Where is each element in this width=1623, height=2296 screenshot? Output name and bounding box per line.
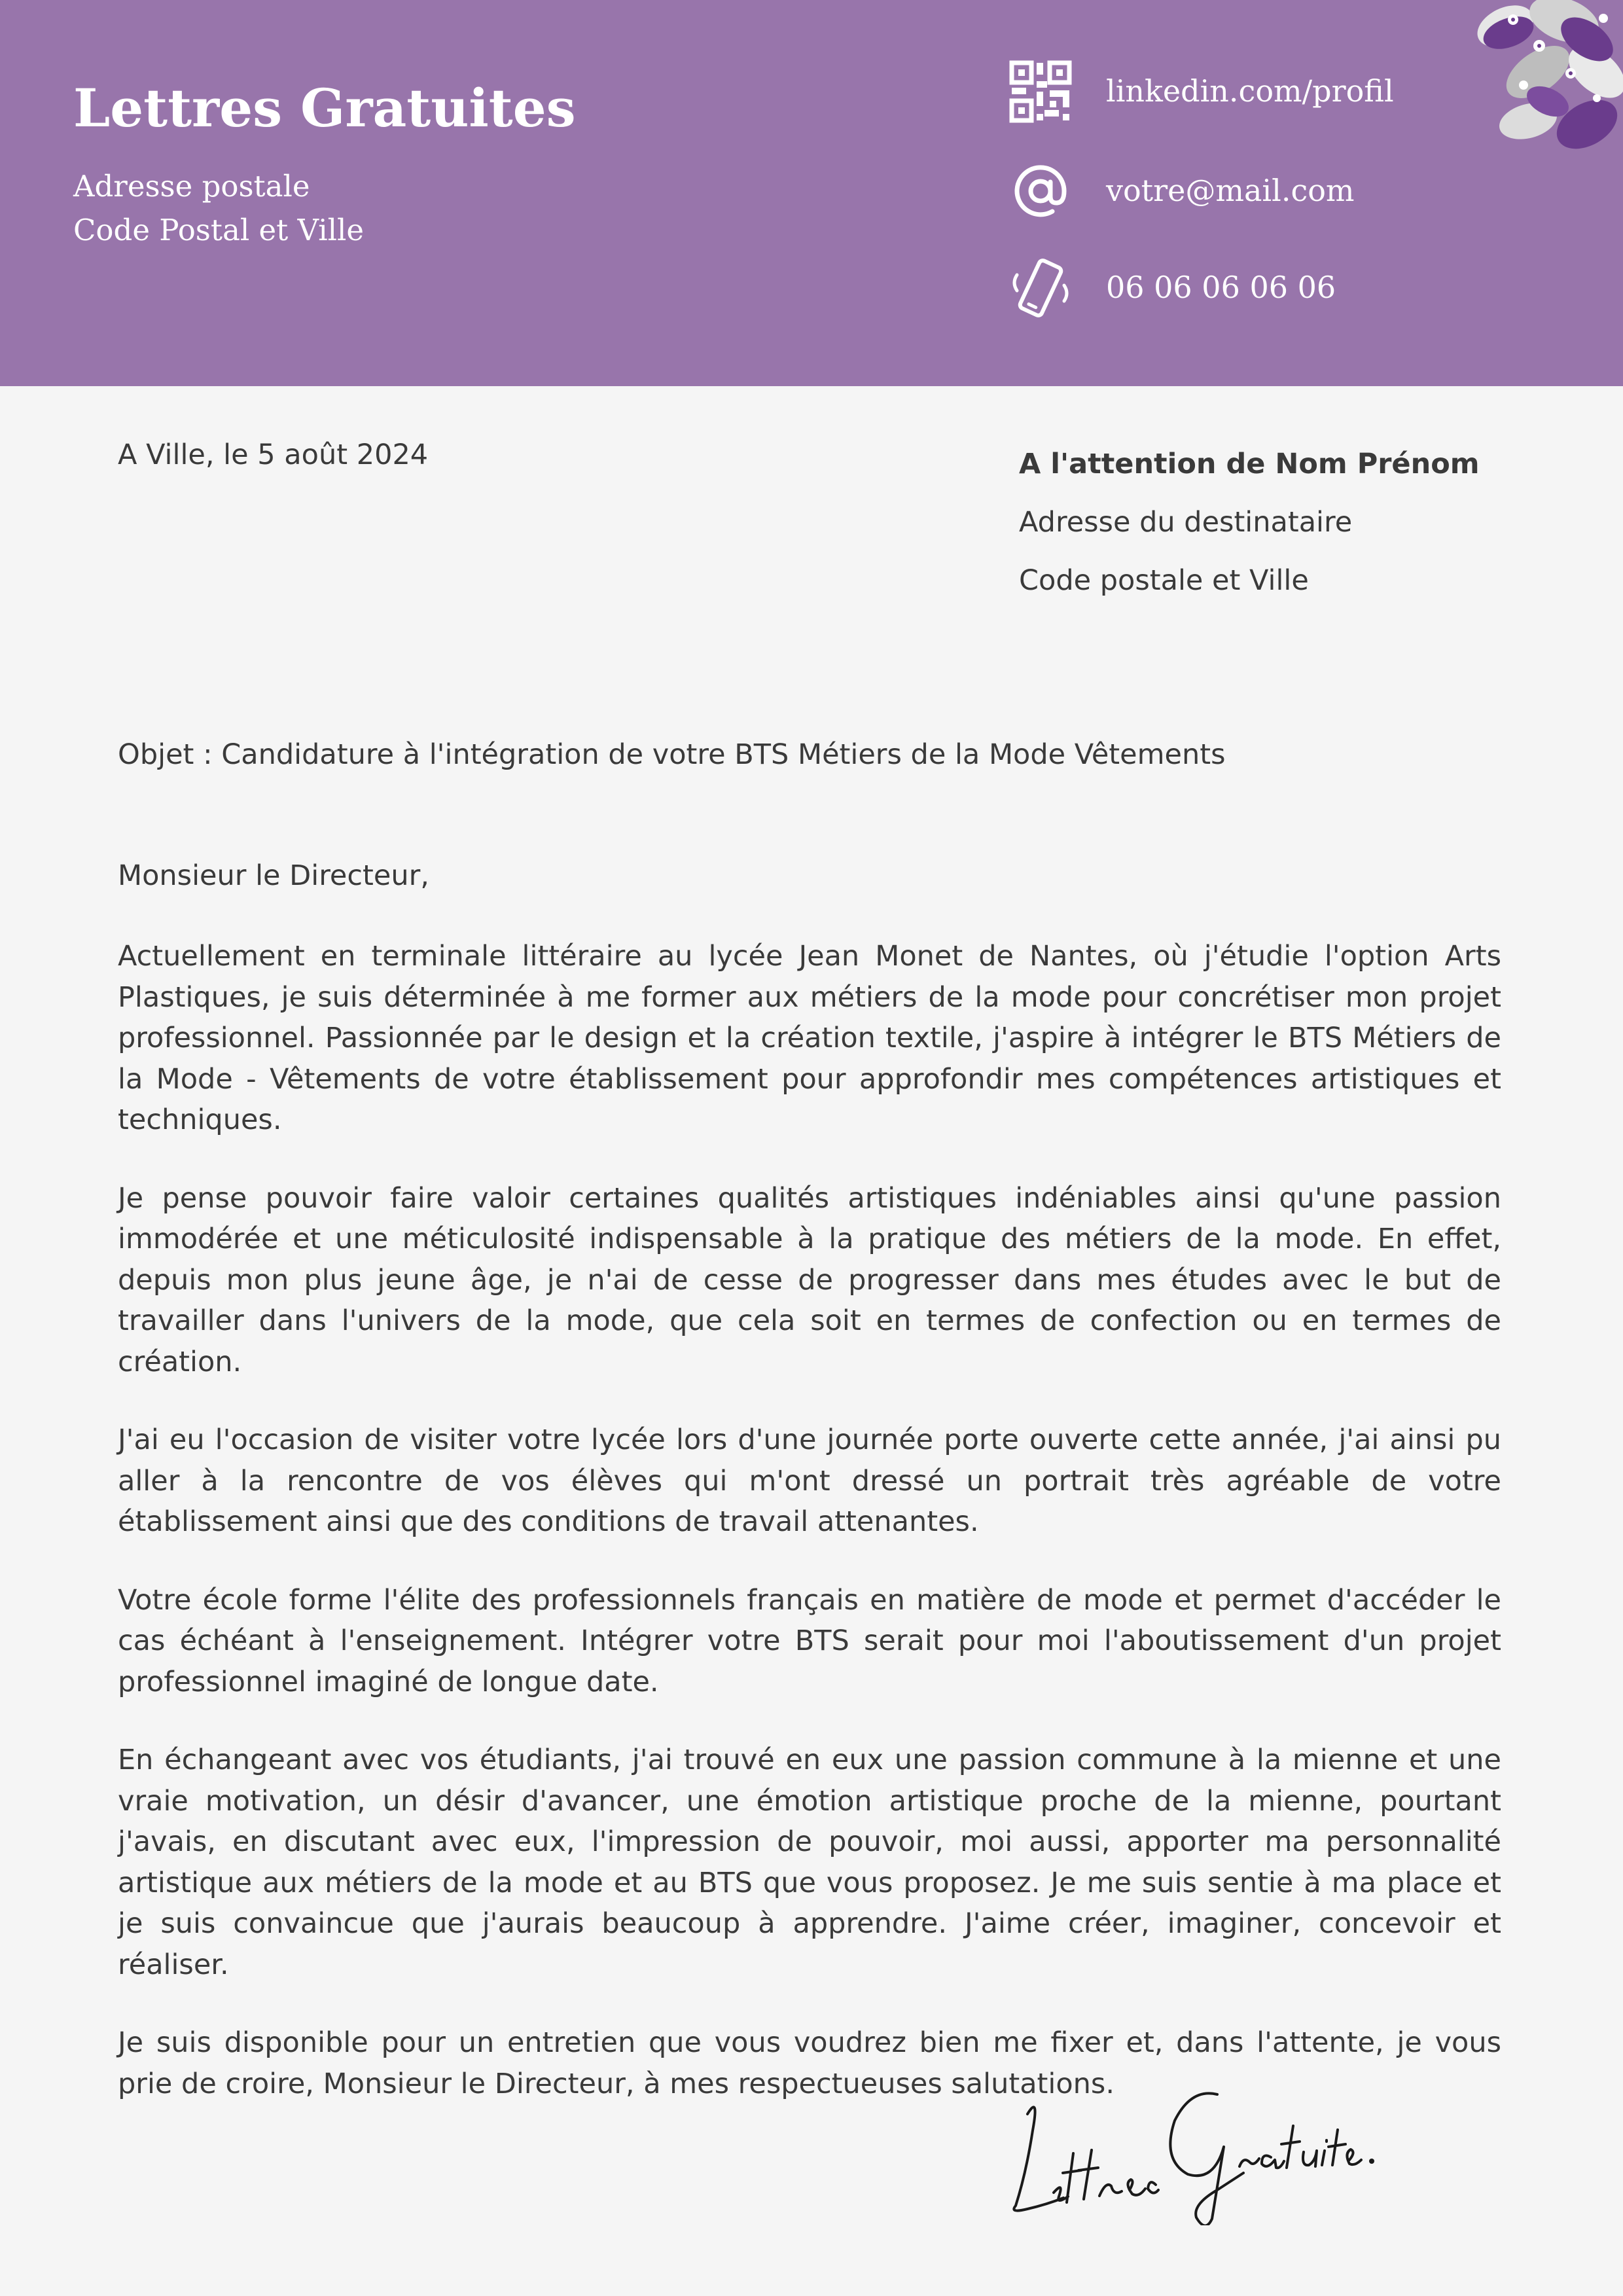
letter-body <box>118 936 1501 2142</box>
letterhead <box>0 0 1623 386</box>
recipient-city: Code postale et Ville <box>1019 564 1309 597</box>
qr-code-icon <box>1008 59 1073 124</box>
body-paragraph: Actuellement en terminale littéraire au lycée Jean Monet de Nantes, où j'étudie l'option Arts Plastiques, je suis déterminée à me former aux métiers de la mode pour concrétiser mon projet professionnel. Passionnée par le design et la création textile, j'aspire à intégrer le BTS Métiers de la Mode - Vêtements de votre établissement pour approfondir mes compétences artistiques et techniques. <box>118 940 1501 1136</box>
contact-email <box>1008 158 1505 224</box>
body-paragraph: Je suis disponible pour un entretien que vous voudrez bien me fixer et, dans l'attente, je vous prie de croire, Monsieur le Directeur, à mes respectueuses salutations. <box>118 2026 1501 2100</box>
body-paragraph: Votre école forme l'élite des professionnels français en matière de mode et permet d'accéder le cas échéant à l'enseignement. Intégrer votre BTS serait pour moi l'aboutissement d'un projet professionnel imaginé de longue date. <box>118 1583 1501 1698</box>
phone-text: 06 06 06 06 06 <box>1106 270 1336 305</box>
linkedin-text: linkedin.com/profil <box>1106 73 1394 109</box>
handwritten-signature <box>1001 2068 1381 2225</box>
body-paragraph: En échangeant avec vos étudiants, j'ai trouvé en eux une passion commune à la mienne et une vraie motivation, un désir d'avancer, une émotion artistique proche de la mienne, pourtant j'avais, en discutant avec eux, l'impression de pouvoir, moi aussi, apporter ma personnalité artistique aux métiers de la mode et au BTS que vous proposez. Je me suis sentie à ma place et je suis convaincue que j'aurais beaucoup à apprendre. J'aime créer, imaginer, concevoir et réaliser. <box>118 1744 1501 1981</box>
recipient-name: A l'attention de Nom Prénom <box>1019 448 1480 480</box>
letter-date: A Ville, le 5 août 2024 <box>118 439 429 471</box>
sender-address-line2: Code Postal et Ville <box>73 213 365 247</box>
letter-subject: Objet : Candidature à l'intégration de votre BTS Métiers de la Mode Vêtements <box>118 738 1226 771</box>
contact-linkedin <box>1008 59 1505 124</box>
sender-address-line1: Adresse postale <box>73 169 310 204</box>
email-text: votre@mail.com <box>1106 173 1355 208</box>
at-sign-icon <box>1008 158 1073 224</box>
letter-salutation: Monsieur le Directeur, <box>118 859 429 892</box>
recipient-block <box>1019 435 1480 610</box>
floral-decoration <box>1466 0 1623 157</box>
body-paragraph: Je pense pouvoir faire valoir certaines qualités artistiques indéniables ainsi qu'une passion immodérée et une méticulosité indispensable à la pratique des métiers de la mode. En effet, depuis mon plus jeune âge, je n'ai de cesse de progresser dans mes études avec le but de travailler dans l'univers de la mode, que cela soit en termes de confection ou en termes de création. <box>118 1181 1501 1378</box>
phone-icon <box>1008 255 1073 321</box>
recipient-address: Adresse du destinataire <box>1019 506 1353 539</box>
body-paragraph: J'ai eu l'occasion de visiter votre lycée lors d'une journée porte ouverte cette année, j'ai ainsi pu aller à la rencontre de vos élèves qui m'ont dressé un portrait très agréable de votre établissement ainsi que des conditions de travail attenantes. <box>118 1424 1501 1538</box>
contact-phone <box>1008 255 1505 321</box>
sender-name: Lettres Gratuites <box>73 77 576 139</box>
